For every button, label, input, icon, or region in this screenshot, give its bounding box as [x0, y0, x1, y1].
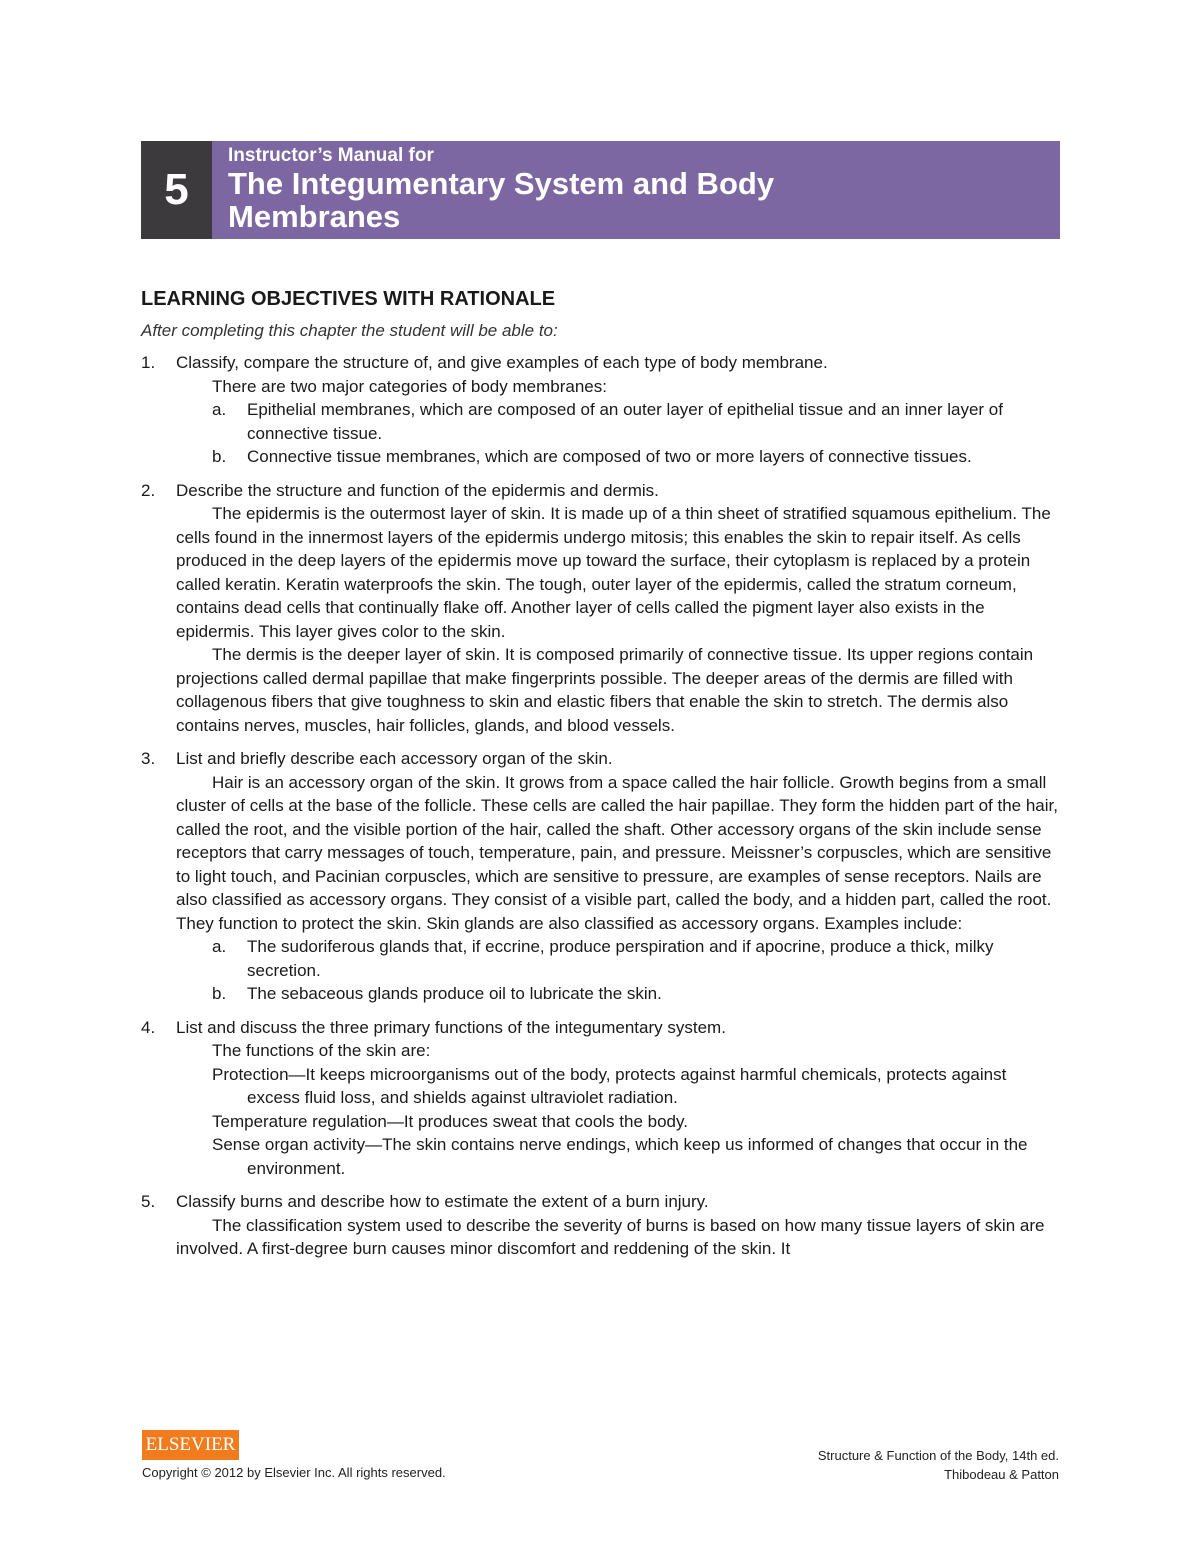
objective-number: 2. [141, 480, 156, 500]
objective-title: List and discuss the three primary functions of the integumentary system. [176, 1017, 726, 1037]
list-letter: b. [212, 984, 227, 1003]
objective-number: 1. [141, 353, 156, 372]
list-letter: a. [212, 937, 227, 956]
function-item: Temperature regulation—It produces sweat that cools the body. [212, 1111, 688, 1131]
objective-number: 4. [141, 1017, 156, 1037]
list-item [176, 445, 1060, 469]
banner-title-line1: The Integumentary System and Body [228, 166, 775, 201]
objective-5 [141, 1190, 1060, 1261]
objective-title: Describe the structure and function of the epidermis and dermis. [176, 480, 659, 500]
objective-2 [141, 479, 1060, 738]
function-item: Sense organ activity—The skin contains nerve endings, which keep us informed of changes that occur in the environment. [212, 1135, 1028, 1178]
objective-3 [141, 747, 1060, 1006]
objective-1 [141, 351, 1060, 469]
elsevier-logo: ELSEVIER [142, 1430, 239, 1460]
objective-4 [141, 1016, 1060, 1181]
list-item [176, 398, 1060, 445]
list-text: Connective tissue membranes, which are composed of two or more layers of connective tissues. [247, 447, 972, 466]
intro-text: After completing this chapter the student will be able to: [141, 321, 558, 340]
list-letter: a. [212, 400, 227, 419]
list-text: The sebaceous glands produce oil to lubricate the skin. [247, 984, 662, 1003]
section-heading: LEARNING OBJECTIVES WITH RATIONALE [141, 288, 556, 310]
objective-title: Classify, compare the structure of, and give examples of each type of body membrane. [176, 353, 828, 372]
paragraph: The epidermis is the outermost layer of skin. It is made up of a thin sheet of stratified squamous epithelium. The cells found in the innermost layers of the epidermis undergo mitosis; this enables the skin to repair itself. As cells produced in the deep layers of the epidermis move up toward the surface, their cytoplasm is replaced by a protein called keratin. Keratin waterproofs the skin. The tough, outer layer of the epidermis, called the stratum corneum, contains dead cells that continually flake off. Another layer of cells called the pigment layer also exists in the epidermis. This layer gives color to the skin. [176, 504, 1051, 641]
book-citation [818, 1446, 1059, 1484]
objective-title: Classify burns and describe how to estimate the extent of a burn injury. [176, 1192, 709, 1211]
objective-title: List and briefly describe each accessory organ of the skin. [176, 749, 613, 768]
paragraph: The dermis is the deeper layer of skin. It is composed primarily of connective tissue. Its upper regions contain projections called dermal papillae that make fingerprints possible. The deeper areas of the dermis are filled with collagenous fibers that give toughness to skin and elastic fibers that enable the skin to stretch. The dermis also contains nerves, muscles, hair follicles, glands, and blood vessels. [176, 645, 1034, 735]
chapter-number: 5 [141, 141, 212, 239]
chapter-banner [141, 141, 1060, 239]
paragraph: The classification system used to describe the severity of burns is based on how many tissue layers of skin are involved. A first-degree burn causes minor discomfort and reddening of the skin. It [176, 1215, 1045, 1258]
list-letter: b. [212, 447, 227, 466]
list-text: Epithelial membranes, which are composed of an outer layer of epithelial tissue and an inner layer of connective tissue. [247, 400, 1003, 443]
objective-number: 5. [141, 1192, 156, 1211]
paragraph: Hair is an accessory organ of the skin. It grows from a space called the hair follicle. Growth begins from a small cluster of cells at the base of the follicle. These cells are called the hair papillae. They form the hidden part of the hair, called the root, and the visible portion of the hair, called the shaft. Other accessory organs of the skin include sense receptors that carry messages of touch, temperature, pain, and pressure. Meissner’s corpuscles, which are sensitive to light touch, and Pacinian corpuscles, which are sensitive to pressure, are examples of sense receptors. Nails are also classified as accessory organs. They consist of a visible part, called the body, and a hidden part, called the root. They function to protect the skin. Skin glands are also classified as accessory organs. Examples include: [176, 772, 1058, 933]
banner-kicker: Instructor’s Manual for [228, 145, 434, 166]
objective-lead: There are two major categories of body membranes: [212, 376, 607, 396]
list-item [176, 935, 1060, 982]
function-item: Protection—It keeps microorganisms out of the body, protects against harmful chemicals, protects against excess fluid loss, and shields against ultraviolet radiation. [212, 1064, 1007, 1107]
objective-number: 3. [141, 749, 156, 768]
book-title: Structure & Function of the Body, 14th ed. [817, 1448, 1059, 1463]
book-authors: Thibodeau & Patton [944, 1467, 1059, 1482]
objective-lead: The functions of the skin are: [212, 1041, 431, 1060]
banner-title-line2: Membranes [228, 199, 401, 234]
banner-title-block [212, 141, 1060, 239]
document-body [141, 288, 1060, 1271]
copyright-text: Copyright © 2012 by Elsevier Inc. All rights reserved. [142, 1465, 446, 1480]
list-text: The sudoriferous glands that, if eccrine, produce perspiration and if apocrine, produce a thick, milky secretion. [247, 937, 994, 980]
list-item [176, 982, 1060, 1006]
